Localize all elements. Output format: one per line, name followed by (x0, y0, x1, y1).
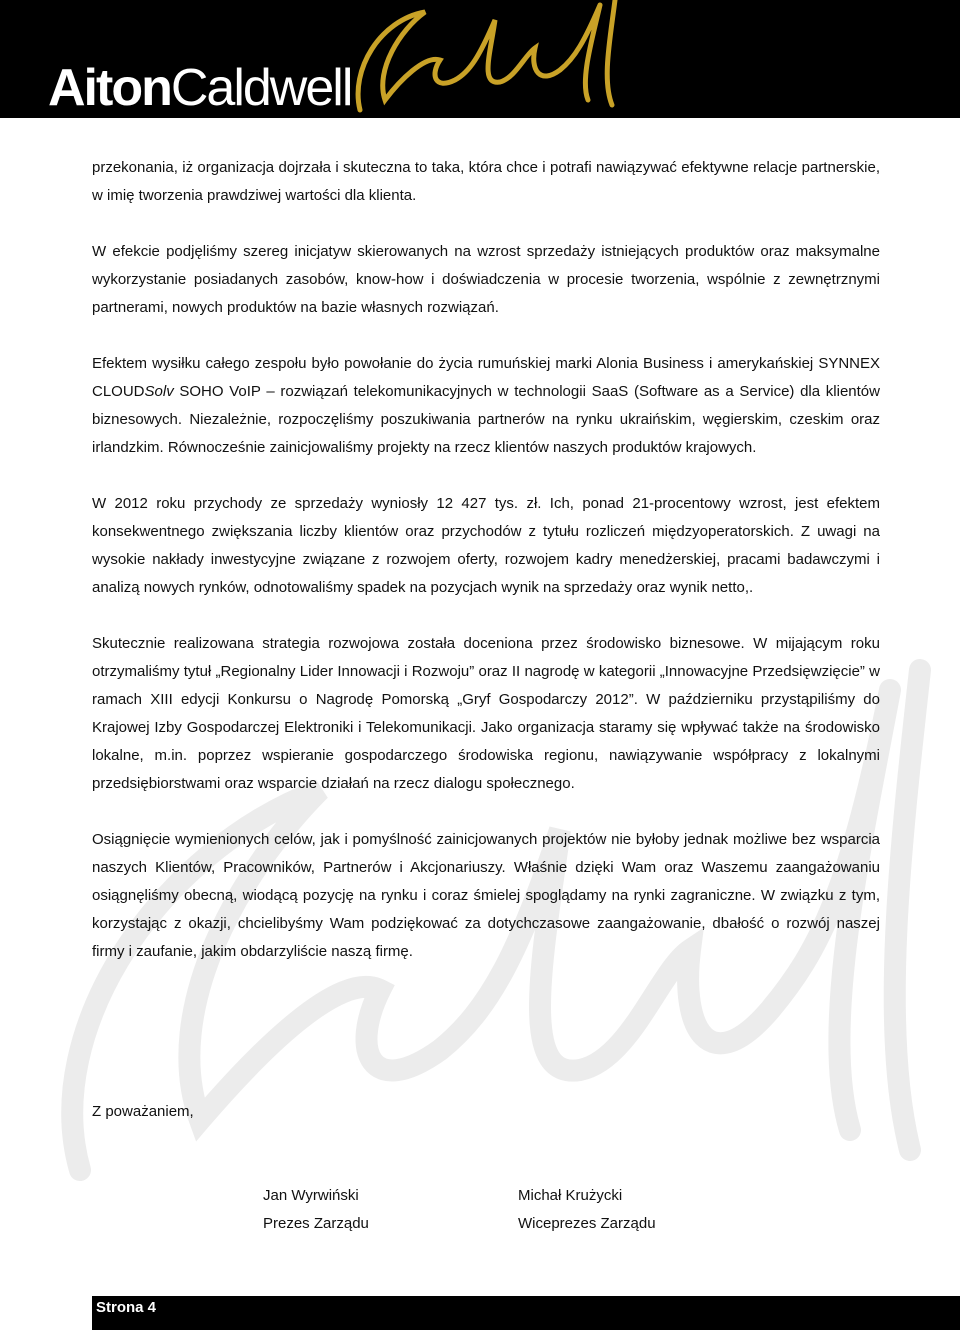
paragraph-2: W efekcie podjęliśmy szereg inicjatyw skierowanych na wzrost sprzedaży istniejących produktów oraz maksymalne wykorzystanie posiadanych zasobów, know-how i doświadczenia w procesie tworzenia, wspólnie z zewnętrznymi partnerami, nowych produktów na bazie własnych rozwiązań. (92, 243, 880, 316)
signer-name: Michał Krużycki (518, 1187, 623, 1204)
company-logo (48, 59, 352, 117)
paragraph-3-italic: Solv (144, 383, 174, 400)
paragraph-6: Osiągnięcie wymienionych celów, jak i pomyślność zainicjowanych projektów nie byłoby jednak możliwe bez wsparcia naszych Klientów, Pracowników, Partnerów i Akcjonariuszy. Właśnie dzięki Wam oraz Waszemu zaangażowaniu osiągnęliśmy obecną, wiodącą pozycję na rynku i coraz śmielej spoglądamy na rynki zagraniczne. W związku z tym, korzystając z okazji, chcielibyśmy Wam podziękować za dotychczasowe zaangażowanie, dbałość o rozwój naszej firmy i zaufanie, jakim obdarzyliście naszą firmę. (92, 831, 880, 960)
page-number-label: Strona 4 (96, 1299, 157, 1316)
signer-block-2 (518, 1182, 656, 1238)
paragraph-1: przekonania, iż organizacja dojrzała i skuteczna to taka, która chce i potrafi nawiązywać efektywne relacje partnerskie, w imię tworzenia prawdziwej wartości dla klienta. (92, 159, 880, 204)
page-footer (92, 1296, 960, 1330)
closing-salutation: Z poważaniem, (92, 1103, 194, 1120)
signature-logo-icon (330, 0, 660, 118)
page-header (0, 0, 960, 118)
paragraph-3-text-b: SOHO VoIP – rozwiązań telekomunikacyjnych w technologii SaaS (Software as a Service) dla klientów biznesowych. Niezależnie, rozpoczęliśmy poszukiwania partnerów na rynku ukraińskim, węgierskim, czeskim oraz irlandzkim. Równocześnie zainicjowaliśmy projekty na rzecz klientów naszych produktów krajowych. (92, 383, 880, 456)
signer-block-1 (263, 1182, 369, 1238)
paragraph-3 (92, 350, 880, 462)
letter-body (92, 154, 880, 994)
signer-name: Jan Wyrwiński (263, 1187, 359, 1204)
signer-title: Wiceprezes Zarządu (518, 1215, 656, 1232)
logo-text-caldwell: Caldwell (170, 59, 352, 117)
paragraph-3-text-a: Efektem wysiłku całego zespołu było powołanie do życia rumuńskiej marki Alonia Business i amerykańskiej SYNNEX CLOUD (92, 355, 880, 400)
paragraph-4: W 2012 roku przychody ze sprzedaży wyniosły 12 427 tys. zł. Ich, ponad 21-procentowy wzrost, jest efektem konsekwentnego zwiększania liczby klientów oraz przychodów z tytułu rozliczeń międzyoperatorskich. Z uwagi na wysokie nakłady inwestycyjne związane z rozwojem oferty, rozwojem kadry menedżerskiej, pracami badawczymi i analizą nowych rynków, odnotowaliśmy spadek na pozycjach wynik na sprzedaży oraz wynik netto,. (92, 495, 880, 596)
paragraph-5: Skutecznie realizowana strategia rozwojowa została doceniona przez środowisko biznesowe. W mijającym roku otrzymaliśmy tytuł „Regionalny Lider Innowacji i Rozwoju” oraz II nagrodę w kategorii „Innowacyjne Przedsięwzięcie” w ramach XIII edycji Konkursu o Nagrodę Pomorską „Gryf Gospodarczy 2012”. W październiku przystąpiliśmy do Krajowej Izby Gospodarczej Elektroniki i Telekomunikacji. Jako organizacja staramy się wpływać także na środowisko lokalne, m.in. poprzez wspieranie gospodarczego środowiska regionu, nawiązywanie współpracy z lokalnymi przedsiębiorstwami oraz wsparcie działań na rzecz dialogu społecznego. (92, 635, 880, 792)
logo-text-aiton: Aiton (48, 59, 171, 117)
signer-title: Prezes Zarządu (263, 1215, 369, 1232)
